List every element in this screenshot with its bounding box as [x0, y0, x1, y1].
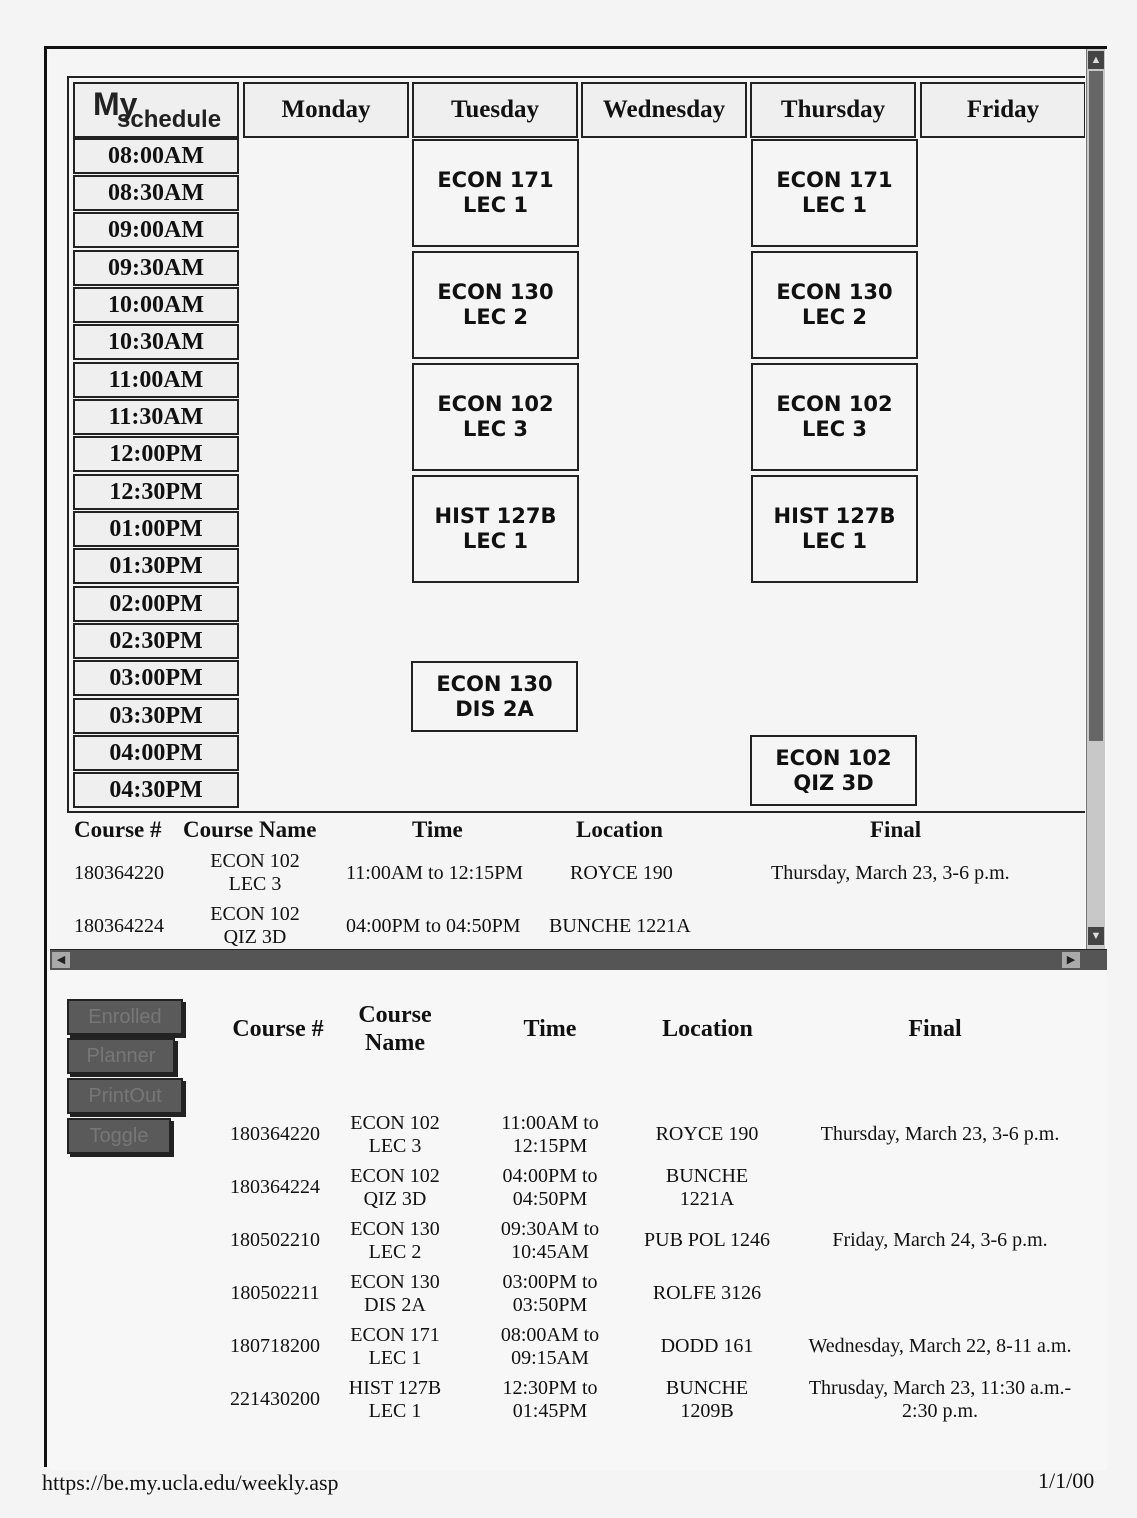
row-final: Thursday, March 23, 3-6 p.m. — [820, 1123, 1060, 1145]
header-course-name-line: Name — [365, 1030, 425, 1056]
course-code: ECON 171 — [776, 168, 893, 192]
scrollbar-thumb[interactable] — [1089, 71, 1103, 741]
course-block-tuesday[interactable] — [412, 251, 579, 359]
course-block-tuesday[interactable] — [412, 475, 579, 583]
time-slot: 03:30PM — [73, 698, 239, 734]
location-line: BUNCHE — [665, 1165, 749, 1187]
course-block-tuesday[interactable] — [411, 661, 578, 732]
time-slot: 11:00AM — [73, 362, 239, 398]
time-line: 12:30PM to — [502, 1377, 598, 1399]
final-line: Thrusday, March 23, 11:30 a.m.- — [808, 1377, 1072, 1399]
course-name-line: ECON 171 — [350, 1324, 440, 1346]
upper-header-course-name: Course Name — [183, 817, 317, 842]
course-block-tuesday[interactable] — [412, 363, 579, 471]
course-name-line: QIZ 3D — [363, 1188, 427, 1210]
course-code: ECON 130 — [436, 671, 553, 696]
course-name-line: LEC 3 — [228, 873, 282, 895]
course-block-thursday[interactable] — [750, 735, 917, 806]
header-location: Location — [662, 1016, 753, 1042]
course-name-line: ECON 102 — [210, 903, 300, 925]
time-line: 09:30AM to — [500, 1218, 600, 1240]
row-course-name — [340, 1112, 450, 1158]
course-code: ECON 102 — [437, 392, 554, 416]
time-slot: 08:00AM — [73, 138, 239, 174]
course-block-thursday[interactable] — [751, 363, 918, 471]
time-line: 03:00PM to — [502, 1271, 598, 1293]
location-line: 1221A — [679, 1188, 735, 1210]
row-course-num: 180364224 — [230, 1176, 320, 1198]
row-course-name — [340, 1377, 450, 1423]
upper-row-location: ROYCE 190 — [570, 862, 673, 884]
header-time: Time — [523, 1016, 577, 1042]
day-header-friday: Friday — [920, 82, 1085, 138]
location-line: BUNCHE — [665, 1377, 749, 1399]
course-name-line: ECON 130 — [350, 1271, 440, 1293]
row-course-name — [340, 1218, 450, 1264]
final-line: 2:30 p.m. — [901, 1400, 979, 1422]
time-line: 04:00PM to — [502, 1165, 598, 1187]
course-name-line: ECON 102 — [350, 1112, 440, 1134]
schedule-frame — [50, 49, 1085, 949]
time-line: 09:15AM — [511, 1347, 589, 1369]
course-block-thursday[interactable] — [751, 251, 918, 359]
upper-header-course-num: Course # — [74, 817, 162, 842]
course-name-line: LEC 1 — [368, 1347, 422, 1369]
time-slot: 09:30AM — [73, 250, 239, 286]
scroll-down-arrow-icon[interactable]: ▼ — [1088, 927, 1104, 945]
day-header-tuesday: Tuesday — [412, 82, 578, 138]
upper-row-course-num: 180364224 — [74, 915, 164, 937]
row-course-num: 180718200 — [230, 1335, 320, 1357]
row-location — [637, 1165, 777, 1211]
time-line: 01:45PM — [512, 1400, 588, 1422]
scroll-right-arrow-icon[interactable]: ▶ — [1062, 952, 1080, 968]
course-name-line: QIZ 3D — [223, 926, 287, 948]
day-header-thursday: Thursday — [750, 82, 916, 138]
row-location — [637, 1377, 777, 1423]
time-line: 03:50PM — [512, 1294, 588, 1316]
course-section: LEC 2 — [462, 305, 529, 329]
row-final — [785, 1377, 1095, 1423]
time-slot: 04:30PM — [73, 772, 239, 808]
course-name-line: LEC 2 — [368, 1241, 422, 1263]
row-final: Wednesday, March 22, 8-11 a.m. — [808, 1335, 1072, 1357]
time-slot: 02:00PM — [73, 586, 239, 622]
course-code: HIST 127B — [773, 504, 896, 528]
course-name-line: ECON 102 — [210, 850, 300, 872]
course-section: LEC 3 — [462, 417, 529, 441]
time-slot: 08:30AM — [73, 175, 239, 211]
row-location: ROYCE 190 — [655, 1123, 759, 1145]
course-name-line: ECON 130 — [350, 1218, 440, 1240]
time-line: 04:50PM — [512, 1188, 588, 1210]
upper-row-time: 11:00AM to 12:15PM — [346, 862, 524, 884]
myschedule-logo — [73, 82, 239, 138]
row-course-num: 180502210 — [230, 1229, 320, 1251]
time-line: 10:45AM — [511, 1241, 589, 1263]
vertical-scrollbar[interactable] — [1086, 49, 1105, 949]
enrolled-button[interactable]: Enrolled — [67, 999, 183, 1035]
course-section: LEC 1 — [462, 193, 529, 217]
course-section: LEC 2 — [801, 305, 868, 329]
course-block-thursday[interactable] — [751, 475, 918, 583]
course-code: ECON 130 — [437, 280, 554, 304]
row-time — [490, 1377, 610, 1423]
printout-button[interactable]: PrintOut — [67, 1078, 183, 1114]
course-section: LEC 1 — [801, 529, 868, 553]
course-code: ECON 102 — [775, 745, 892, 770]
course-section: LEC 3 — [801, 417, 868, 441]
time-line: 11:00AM to — [501, 1112, 599, 1134]
row-course-name — [340, 1324, 450, 1370]
logo-schedule: schedule — [117, 106, 222, 133]
time-slot: 01:30PM — [73, 548, 239, 584]
time-slot: 03:00PM — [73, 660, 239, 696]
weekly-schedule-grid — [67, 76, 1085, 813]
footer-date: 1/1/00 — [1038, 1468, 1095, 1493]
browser-frame — [44, 46, 1107, 1467]
course-list-frame — [50, 970, 1107, 1470]
row-course-name — [340, 1165, 450, 1211]
row-location: PUB POL 1246 — [644, 1229, 770, 1251]
course-code: ECON 102 — [776, 392, 893, 416]
course-name-line: HIST 127B — [348, 1377, 442, 1399]
time-slot: 01:00PM — [73, 511, 239, 547]
logo-my: My — [93, 86, 138, 122]
course-block-thursday[interactable] — [751, 139, 918, 247]
upper-header-time: Time — [412, 817, 463, 842]
header-course-num: Course # — [232, 1016, 324, 1042]
row-time — [490, 1271, 610, 1317]
row-location: DODD 161 — [660, 1335, 754, 1357]
course-block-tuesday[interactable] — [412, 139, 579, 247]
time-slot: 04:00PM — [73, 735, 239, 771]
toggle-button[interactable]: Toggle — [67, 1118, 171, 1154]
header-course-name-line: Course — [358, 1002, 432, 1028]
row-course-name — [340, 1271, 450, 1317]
time-slot: 12:00PM — [73, 436, 239, 472]
upper-row-final: Thursday, March 23, 3-6 p.m. — [771, 862, 1010, 884]
time-slot: 02:30PM — [73, 623, 239, 659]
row-final: Friday, March 24, 3-6 p.m. — [832, 1229, 1048, 1251]
upper-row-location: BUNCHE 1221A — [549, 915, 691, 937]
location-line: 1209B — [680, 1400, 734, 1422]
upper-row-time: 04:00PM to 04:50PM — [346, 915, 521, 937]
row-time — [490, 1165, 610, 1211]
course-code: HIST 127B — [434, 504, 557, 528]
course-code: ECON 171 — [437, 168, 554, 192]
footer-url: https://be.my.ucla.edu/weekly.asp — [42, 1470, 339, 1495]
row-course-num: 221430200 — [230, 1388, 320, 1410]
header-final: Final — [908, 1016, 962, 1042]
course-name-line: ECON 102 — [350, 1165, 440, 1187]
day-header-monday: Monday — [243, 82, 409, 138]
row-time — [490, 1218, 610, 1264]
row-course-num: 180502211 — [230, 1282, 320, 1304]
day-header-wednesday: Wednesday — [581, 82, 747, 138]
row-time — [490, 1112, 610, 1158]
header-course-name — [340, 1001, 450, 1057]
time-slot: 09:00AM — [73, 212, 239, 248]
time-slot: 10:30AM — [73, 324, 239, 360]
upper-row-course-num: 180364220 — [74, 862, 164, 884]
upper-header-location: Location — [576, 817, 663, 842]
upper-row-course-name — [200, 903, 310, 949]
course-name-line: LEC 3 — [368, 1135, 422, 1157]
course-section: LEC 1 — [462, 529, 529, 553]
planner-button[interactable]: Planner — [67, 1038, 175, 1074]
course-name-line: LEC 1 — [368, 1400, 422, 1422]
row-time — [490, 1324, 610, 1370]
course-section: DIS 2A — [455, 696, 534, 721]
upper-row-course-name — [200, 850, 310, 896]
time-line: 08:00AM to — [500, 1324, 600, 1346]
course-code: ECON 130 — [776, 280, 893, 304]
time-line: 12:15PM — [512, 1135, 588, 1157]
time-slot: 12:30PM — [73, 474, 239, 510]
time-slot: 10:00AM — [73, 287, 239, 323]
scroll-up-arrow-icon[interactable]: ▲ — [1088, 51, 1104, 69]
upper-header-final: Final — [870, 817, 922, 842]
time-slot: 11:30AM — [73, 399, 239, 435]
row-course-num: 180364220 — [230, 1123, 320, 1145]
horizontal-scrollbar[interactable] — [50, 949, 1107, 970]
row-location: ROLFE 3126 — [652, 1282, 762, 1304]
course-name-line: DIS 2A — [364, 1294, 426, 1316]
course-section: QIZ 3D — [793, 770, 874, 795]
course-section: LEC 1 — [801, 193, 868, 217]
scroll-left-arrow-icon[interactable]: ◀ — [52, 952, 70, 968]
